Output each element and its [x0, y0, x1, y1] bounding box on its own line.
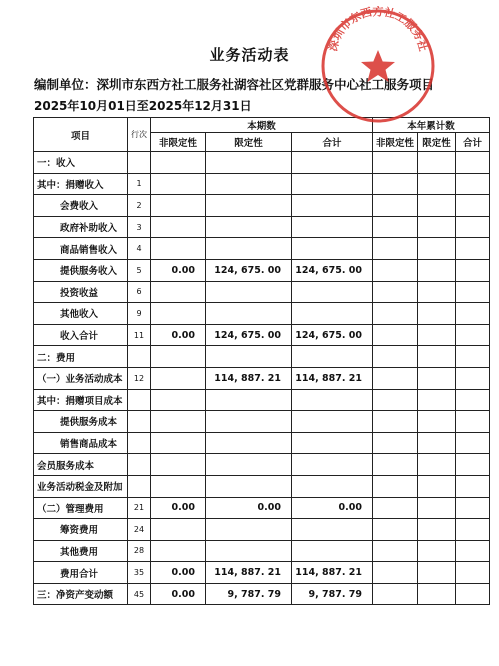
current-unrestricted [151, 281, 206, 303]
header-ytd-total: 合计 [456, 133, 490, 152]
ytd-restricted [418, 432, 456, 454]
ytd-restricted [418, 259, 456, 281]
ytd-total [456, 540, 490, 562]
ytd-restricted [418, 411, 456, 433]
current-unrestricted: 0.00 [151, 562, 206, 584]
current-total: 0.00 [292, 497, 373, 519]
current-total [292, 411, 373, 433]
row-label: 政府补助收入 [34, 216, 128, 238]
ytd-restricted [418, 389, 456, 411]
current-unrestricted [151, 367, 206, 389]
report-title: 业务活动表 [209, 46, 290, 64]
row-line: 12 [128, 367, 151, 389]
ytd-unrestricted [373, 259, 418, 281]
ytd-restricted [418, 303, 456, 325]
row-line: 6 [128, 281, 151, 303]
current-unrestricted [151, 238, 206, 260]
current-restricted [206, 540, 292, 562]
ytd-unrestricted [373, 562, 418, 584]
current-total [292, 195, 373, 217]
current-restricted [206, 411, 292, 433]
ytd-total [456, 303, 490, 325]
header-ytd-restricted: 限定性 [418, 133, 456, 152]
row-line: 21 [128, 497, 151, 519]
row-label: 提供服务成本 [34, 411, 128, 433]
current-total [292, 432, 373, 454]
ytd-unrestricted [373, 216, 418, 238]
ytd-total [456, 475, 490, 497]
current-total [292, 238, 373, 260]
ytd-total [456, 152, 490, 174]
current-restricted [206, 432, 292, 454]
row-line: 3 [128, 216, 151, 238]
table-row [34, 324, 490, 346]
ytd-unrestricted [373, 540, 418, 562]
current-unrestricted [151, 411, 206, 433]
row-label: 提供服务收入 [34, 259, 128, 281]
ytd-unrestricted [373, 454, 418, 476]
row-label: 销售商品成本 [34, 432, 128, 454]
header-ytd: 本年累计数 [373, 118, 490, 133]
row-label: （一）业务活动成本 [34, 367, 128, 389]
ytd-total [456, 411, 490, 433]
seal-text: 深圳市东西方社工服务社 [326, 6, 430, 53]
header-ytd-unrestricted: 非限定性 [373, 133, 418, 152]
current-unrestricted [151, 195, 206, 217]
ytd-unrestricted [373, 195, 418, 217]
ytd-restricted [418, 497, 456, 519]
row-line: 2 [128, 195, 151, 217]
current-restricted: 124, 675. 00 [206, 324, 292, 346]
row-label: 三：净资产变动额 [34, 583, 128, 605]
ytd-total [456, 367, 490, 389]
ytd-total [456, 281, 490, 303]
table-row [34, 454, 490, 476]
current-restricted [206, 346, 292, 368]
table-row [34, 389, 490, 411]
current-total: 114, 887. 21 [292, 562, 373, 584]
ytd-restricted [418, 367, 456, 389]
table-row [34, 195, 490, 217]
current-total [292, 173, 373, 195]
current-unrestricted [151, 519, 206, 541]
report-period: 2025年10月01日至2025年12月31日 [34, 99, 252, 113]
row-label: 会费收入 [34, 195, 128, 217]
current-total [292, 152, 373, 174]
ytd-restricted [418, 173, 456, 195]
current-restricted [206, 173, 292, 195]
current-restricted [206, 238, 292, 260]
ytd-total [456, 238, 490, 260]
ytd-unrestricted [373, 497, 418, 519]
row-label: 费用合计 [34, 562, 128, 584]
table-row [34, 475, 490, 497]
ytd-unrestricted [373, 173, 418, 195]
ytd-restricted [418, 195, 456, 217]
ytd-total [456, 389, 490, 411]
current-total: 124, 675. 00 [292, 259, 373, 281]
ytd-unrestricted [373, 303, 418, 325]
svg-text:深圳市东西方社工服务社 [326, 6, 430, 53]
current-restricted [206, 454, 292, 476]
row-label: 筹资费用 [34, 519, 128, 541]
current-restricted: 114, 887. 21 [206, 562, 292, 584]
row-label: 其他收入 [34, 303, 128, 325]
header-current-total: 合计 [292, 133, 373, 152]
ytd-total [456, 583, 490, 605]
ytd-restricted [418, 540, 456, 562]
row-line [128, 475, 151, 497]
current-unrestricted [151, 303, 206, 325]
current-total [292, 454, 373, 476]
row-line: 4 [128, 238, 151, 260]
ytd-unrestricted [373, 389, 418, 411]
current-restricted [206, 389, 292, 411]
table-row [34, 259, 490, 281]
ytd-unrestricted [373, 324, 418, 346]
table-row [34, 173, 490, 195]
row-label: 收入合计 [34, 324, 128, 346]
current-restricted [206, 216, 292, 238]
row-label: （二）管理费用 [34, 497, 128, 519]
row-label: 投资收益 [34, 281, 128, 303]
row-line: 35 [128, 562, 151, 584]
current-total [292, 540, 373, 562]
current-restricted [206, 281, 292, 303]
ytd-unrestricted [373, 346, 418, 368]
row-label: 其他费用 [34, 540, 128, 562]
ytd-unrestricted [373, 367, 418, 389]
row-line [128, 389, 151, 411]
current-total: 124, 675. 00 [292, 324, 373, 346]
current-total [292, 519, 373, 541]
ytd-total [456, 324, 490, 346]
current-restricted [206, 475, 292, 497]
row-label: 其中：捐赠项目成本 [34, 389, 128, 411]
header-current: 本期数 [151, 118, 373, 133]
ytd-total [456, 195, 490, 217]
current-unrestricted [151, 346, 206, 368]
current-unrestricted: 0.00 [151, 259, 206, 281]
current-restricted [206, 519, 292, 541]
header-line: 行次 [128, 118, 151, 152]
ytd-restricted [418, 519, 456, 541]
row-line [128, 346, 151, 368]
table-row [34, 303, 490, 325]
current-unrestricted [151, 475, 206, 497]
row-line [128, 152, 151, 174]
current-unrestricted [151, 216, 206, 238]
row-label: 商品销售收入 [34, 238, 128, 260]
row-line: 1 [128, 173, 151, 195]
table-row [34, 216, 490, 238]
row-label: 二：费用 [34, 346, 128, 368]
ytd-restricted [418, 152, 456, 174]
ytd-unrestricted [373, 519, 418, 541]
row-label: 会员服务成本 [34, 454, 128, 476]
ytd-restricted [418, 216, 456, 238]
ytd-total [456, 497, 490, 519]
row-line [128, 411, 151, 433]
ytd-unrestricted [373, 152, 418, 174]
current-total [292, 303, 373, 325]
ytd-total [456, 519, 490, 541]
current-unrestricted: 0.00 [151, 583, 206, 605]
company-seal [318, 6, 438, 126]
ytd-total [456, 432, 490, 454]
current-total [292, 389, 373, 411]
ytd-total [456, 346, 490, 368]
current-total [292, 346, 373, 368]
current-restricted: 124, 675. 00 [206, 259, 292, 281]
current-restricted: 9, 787. 79 [206, 583, 292, 605]
row-line [128, 432, 151, 454]
preparing-unit: 编制单位：深圳市东西方社工服务社湖容社区党群服务中心社工服务项目 [34, 77, 435, 92]
row-line: 24 [128, 519, 151, 541]
current-restricted [206, 195, 292, 217]
table-row [34, 281, 490, 303]
table-row [34, 346, 490, 368]
current-restricted [206, 152, 292, 174]
ytd-restricted [418, 281, 456, 303]
current-unrestricted: 0.00 [151, 324, 206, 346]
ytd-restricted [418, 324, 456, 346]
ytd-unrestricted [373, 432, 418, 454]
ytd-restricted [418, 454, 456, 476]
ytd-unrestricted [373, 238, 418, 260]
row-line: 9 [128, 303, 151, 325]
header-item: 项目 [34, 118, 128, 152]
ytd-restricted [418, 238, 456, 260]
table-row [34, 152, 490, 174]
ytd-restricted [418, 475, 456, 497]
table-row [34, 540, 490, 562]
ytd-unrestricted [373, 411, 418, 433]
ytd-total [456, 259, 490, 281]
current-restricted [206, 303, 292, 325]
ytd-total [456, 562, 490, 584]
current-total [292, 475, 373, 497]
current-total: 9, 787. 79 [292, 583, 373, 605]
current-total [292, 281, 373, 303]
current-unrestricted: 0.00 [151, 497, 206, 519]
row-line [128, 454, 151, 476]
table-row [34, 238, 490, 260]
row-line: 28 [128, 540, 151, 562]
row-label: 业务活动税金及附加 [34, 475, 128, 497]
current-unrestricted [151, 173, 206, 195]
current-restricted: 0.00 [206, 497, 292, 519]
current-unrestricted [151, 432, 206, 454]
ytd-restricted [418, 562, 456, 584]
header-current-unrestricted: 非限定性 [151, 133, 206, 152]
table-row [34, 583, 490, 605]
table-row [34, 562, 490, 584]
table-row [34, 519, 490, 541]
ytd-total [456, 173, 490, 195]
ytd-unrestricted [373, 475, 418, 497]
row-line: 45 [128, 583, 151, 605]
ytd-restricted [418, 346, 456, 368]
current-unrestricted [151, 540, 206, 562]
table-row [34, 497, 490, 519]
row-line: 5 [128, 259, 151, 281]
activity-table [33, 117, 490, 605]
current-unrestricted [151, 454, 206, 476]
ytd-total [456, 454, 490, 476]
ytd-total [456, 216, 490, 238]
current-restricted: 114, 887. 21 [206, 367, 292, 389]
ytd-unrestricted [373, 281, 418, 303]
table-row [34, 411, 490, 433]
ytd-restricted [418, 583, 456, 605]
header-current-restricted: 限定性 [206, 133, 292, 152]
current-unrestricted [151, 389, 206, 411]
row-line: 11 [128, 324, 151, 346]
star-icon [361, 50, 395, 82]
current-total [292, 216, 373, 238]
current-unrestricted [151, 152, 206, 174]
row-label: 其中：捐赠收入 [34, 173, 128, 195]
row-label: 一：收入 [34, 152, 128, 174]
table-row [34, 432, 490, 454]
table-row [34, 367, 490, 389]
ytd-unrestricted [373, 583, 418, 605]
current-total: 114, 887. 21 [292, 367, 373, 389]
